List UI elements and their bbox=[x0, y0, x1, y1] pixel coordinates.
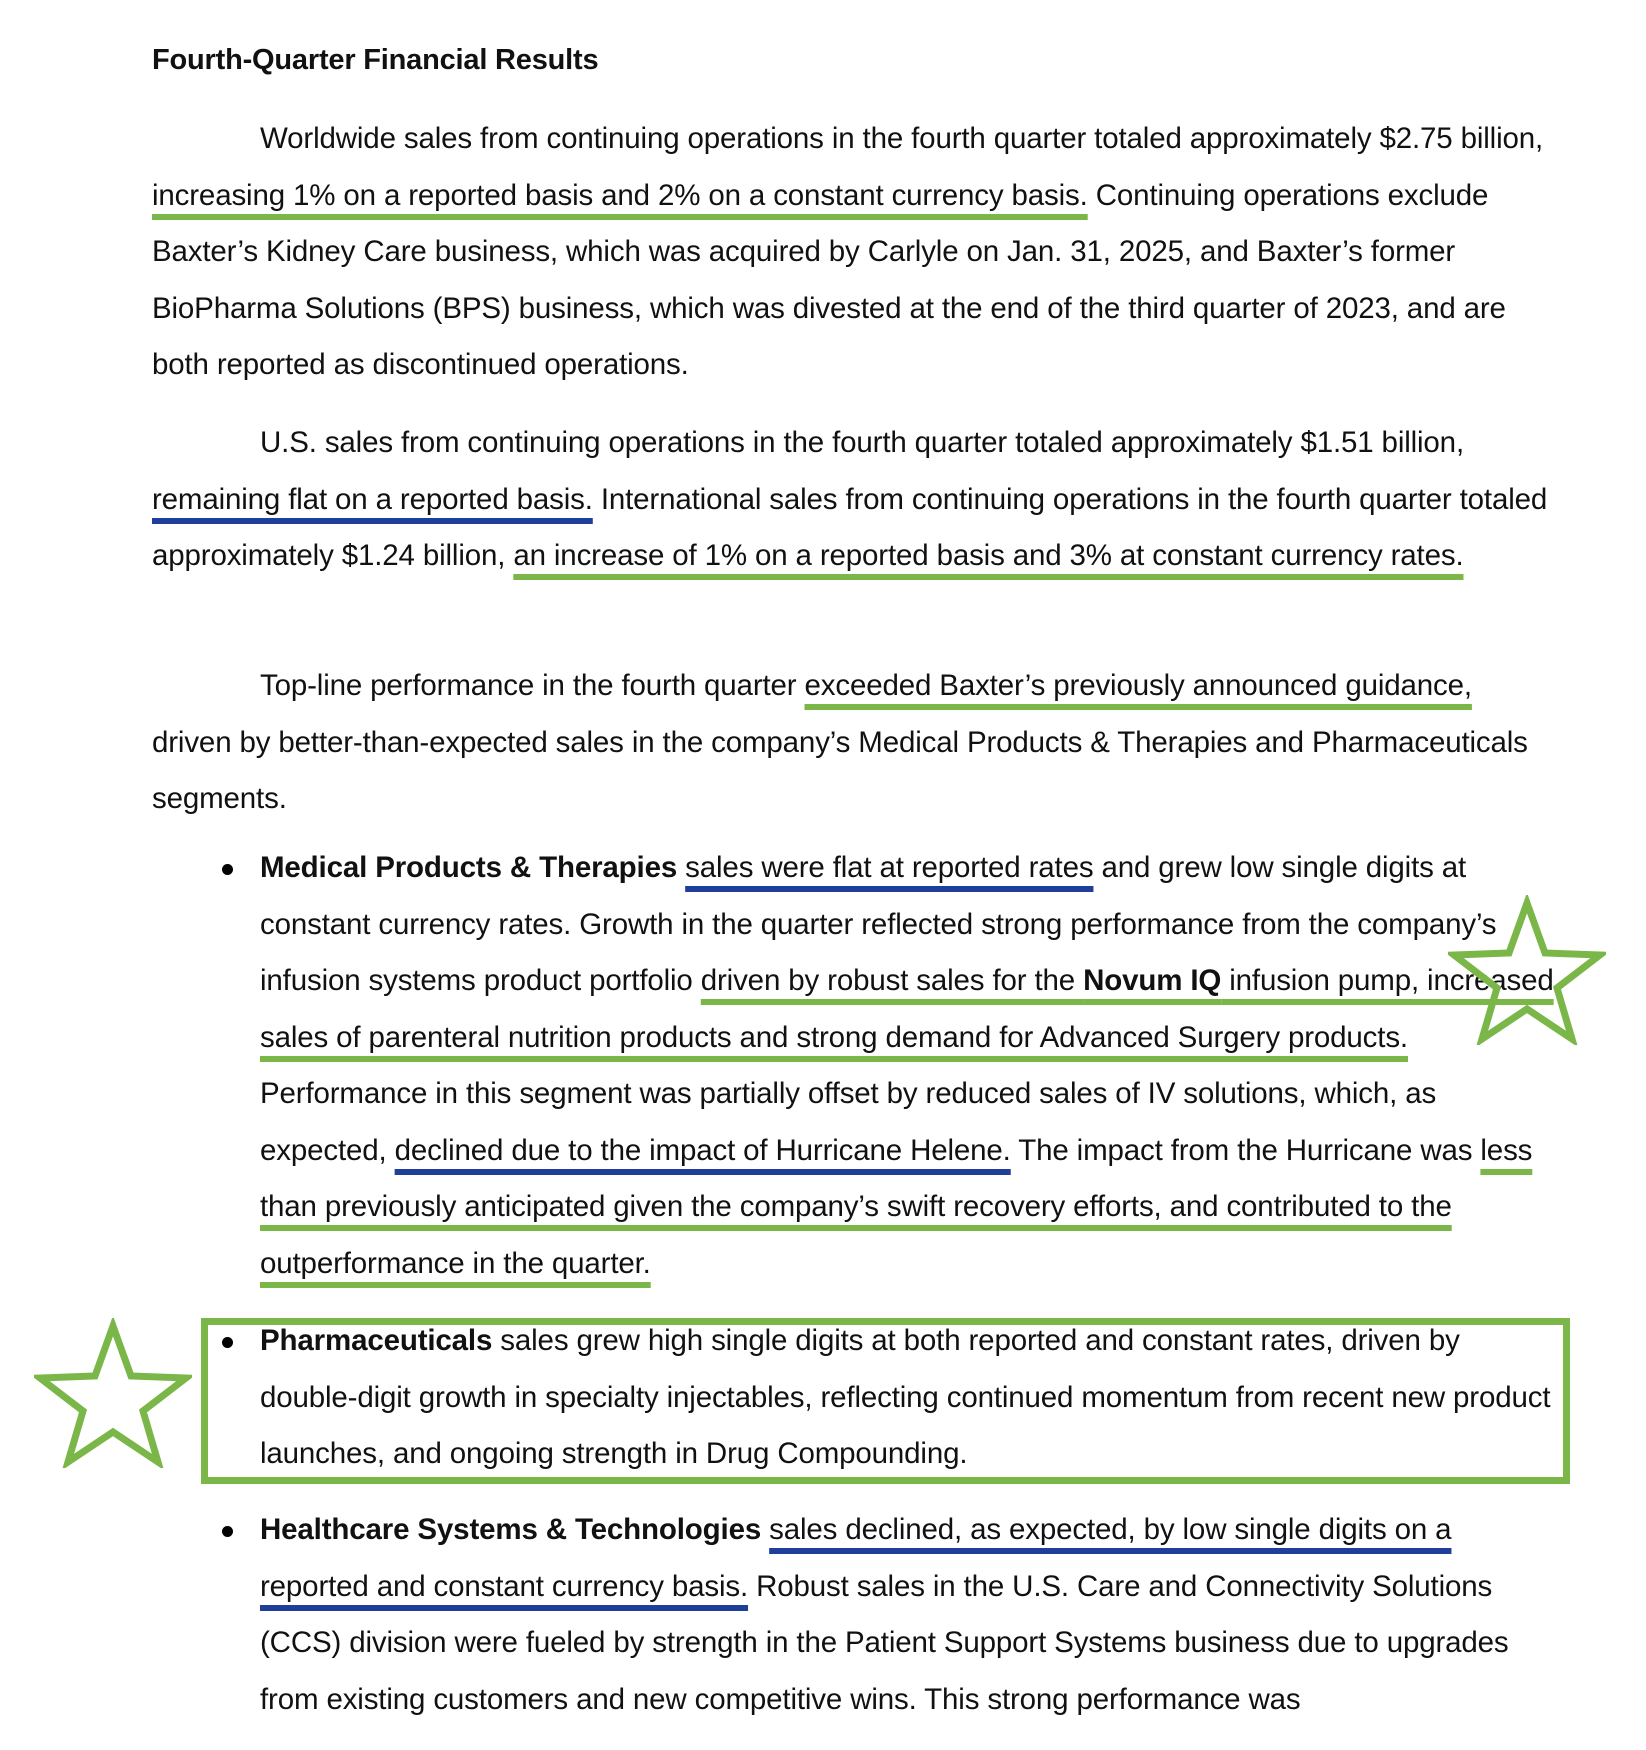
green-highlight: exceeded Baxter’s previously announced guidance, bbox=[804, 669, 1472, 702]
bullet-list-medical bbox=[260, 840, 1560, 1292]
text-segment: U.S. sales from continuing operations in the fourth quarter totaled approximately $1.51 billion, bbox=[260, 426, 1464, 459]
text-segment: International sales from continuing operations in the fourth quarter totaled approximately $1.24 billion, bbox=[152, 482, 1548, 572]
text-segment: Continuing operations exclude Baxter’s Kidney Care business, which was acquired by Carlyle on Jan. 31, 2025, and Baxter’s former BioPharma Solutions (BPS) business, which was divested at the end of the third quarter of 2023, and are both reported as discontinued operations. bbox=[152, 178, 1506, 381]
text-segment bbox=[761, 1513, 769, 1546]
bullet-icon bbox=[222, 864, 233, 875]
bullet-item-healthcare-systems bbox=[260, 1502, 1560, 1728]
highlight-box-annotation bbox=[201, 1318, 1570, 1484]
blue-highlight: declined due to the impact of Hurricane Helene. bbox=[394, 1133, 1011, 1167]
star-icon bbox=[1448, 895, 1606, 1045]
blue-highlight: sales were flat at reported rates bbox=[685, 851, 1094, 884]
paragraph-worldwide-sales bbox=[152, 111, 1552, 394]
green-highlight: infusion pump, increased sales of parenteral nutrition products and strong demand for Advanced Surgery products. bbox=[260, 964, 1554, 1054]
text-segment: Performance in this segment was partially offset by reduced sales of IV solutions, which, as expected, bbox=[260, 1077, 1437, 1167]
green-highlight: driven by robust sales for the bbox=[700, 964, 1084, 997]
paragraph-top-line bbox=[152, 658, 1552, 828]
segment-label: Pharmaceuticals bbox=[260, 1324, 493, 1357]
green-highlight: less than previously anticipated given the company’s swift recovery efforts, and contributed to the outperformance in the quarter. bbox=[260, 1133, 1533, 1280]
text-segment: The impact from the Hurricane was bbox=[1010, 1133, 1481, 1167]
green-highlight-product-name: Novum IQ bbox=[1083, 964, 1222, 997]
blue-highlight: sales declined, as expected, by low single digits on a reported and constant currency basis. bbox=[260, 1513, 1452, 1603]
text-segment: Robust sales in the U.S. Care and Connectivity Solutions (CCS) division were fueled by strength in the Patient Support Systems business due to upgrades from existing customers and new competitive wins. This strong performance was bbox=[260, 1569, 1509, 1716]
text-segment: Top-line performance in the fourth quarter bbox=[260, 669, 805, 702]
text-segment: and grew low single digits at constant currency rates. Growth in the quarter reflected strong performance from the company’s infusion systems product portfolio bbox=[260, 851, 1497, 997]
segment-label: Medical Products & Therapies bbox=[260, 851, 678, 884]
paragraph-regional-sales bbox=[152, 415, 1552, 585]
star-icon bbox=[34, 1318, 192, 1468]
bullet-icon bbox=[222, 1526, 233, 1537]
green-highlight: increasing 1% on a reported basis and 2% on a constant currency basis. bbox=[152, 178, 1088, 212]
segment-label: Healthcare Systems & Technologies bbox=[260, 1513, 762, 1546]
bullet-list-healthcare bbox=[260, 1502, 1560, 1728]
text-segment bbox=[677, 851, 685, 884]
text-segment: Worldwide sales from continuing operations in the fourth quarter totaled approximately $2.75 billion, bbox=[260, 122, 1544, 155]
text-segment: sales grew high single digits at both reported and constant rates, driven by double-digit growth in specialty injectables, reflecting continued momentum from recent new product launches, and ongoing strength in Drug Compounding. bbox=[260, 1324, 1551, 1470]
green-highlight: an increase of 1% on a reported basis and 3% at constant currency rates. bbox=[513, 539, 1464, 572]
section-heading: Fourth-Quarter Financial Results bbox=[152, 44, 599, 76]
text-segment: driven by better-than-expected sales in the company’s Medical Products & Therapies and Pharmaceuticals segments. bbox=[152, 725, 1528, 815]
bullet-item-medical-products bbox=[260, 840, 1560, 1292]
blue-highlight: remaining flat on a reported basis. bbox=[152, 482, 593, 516]
